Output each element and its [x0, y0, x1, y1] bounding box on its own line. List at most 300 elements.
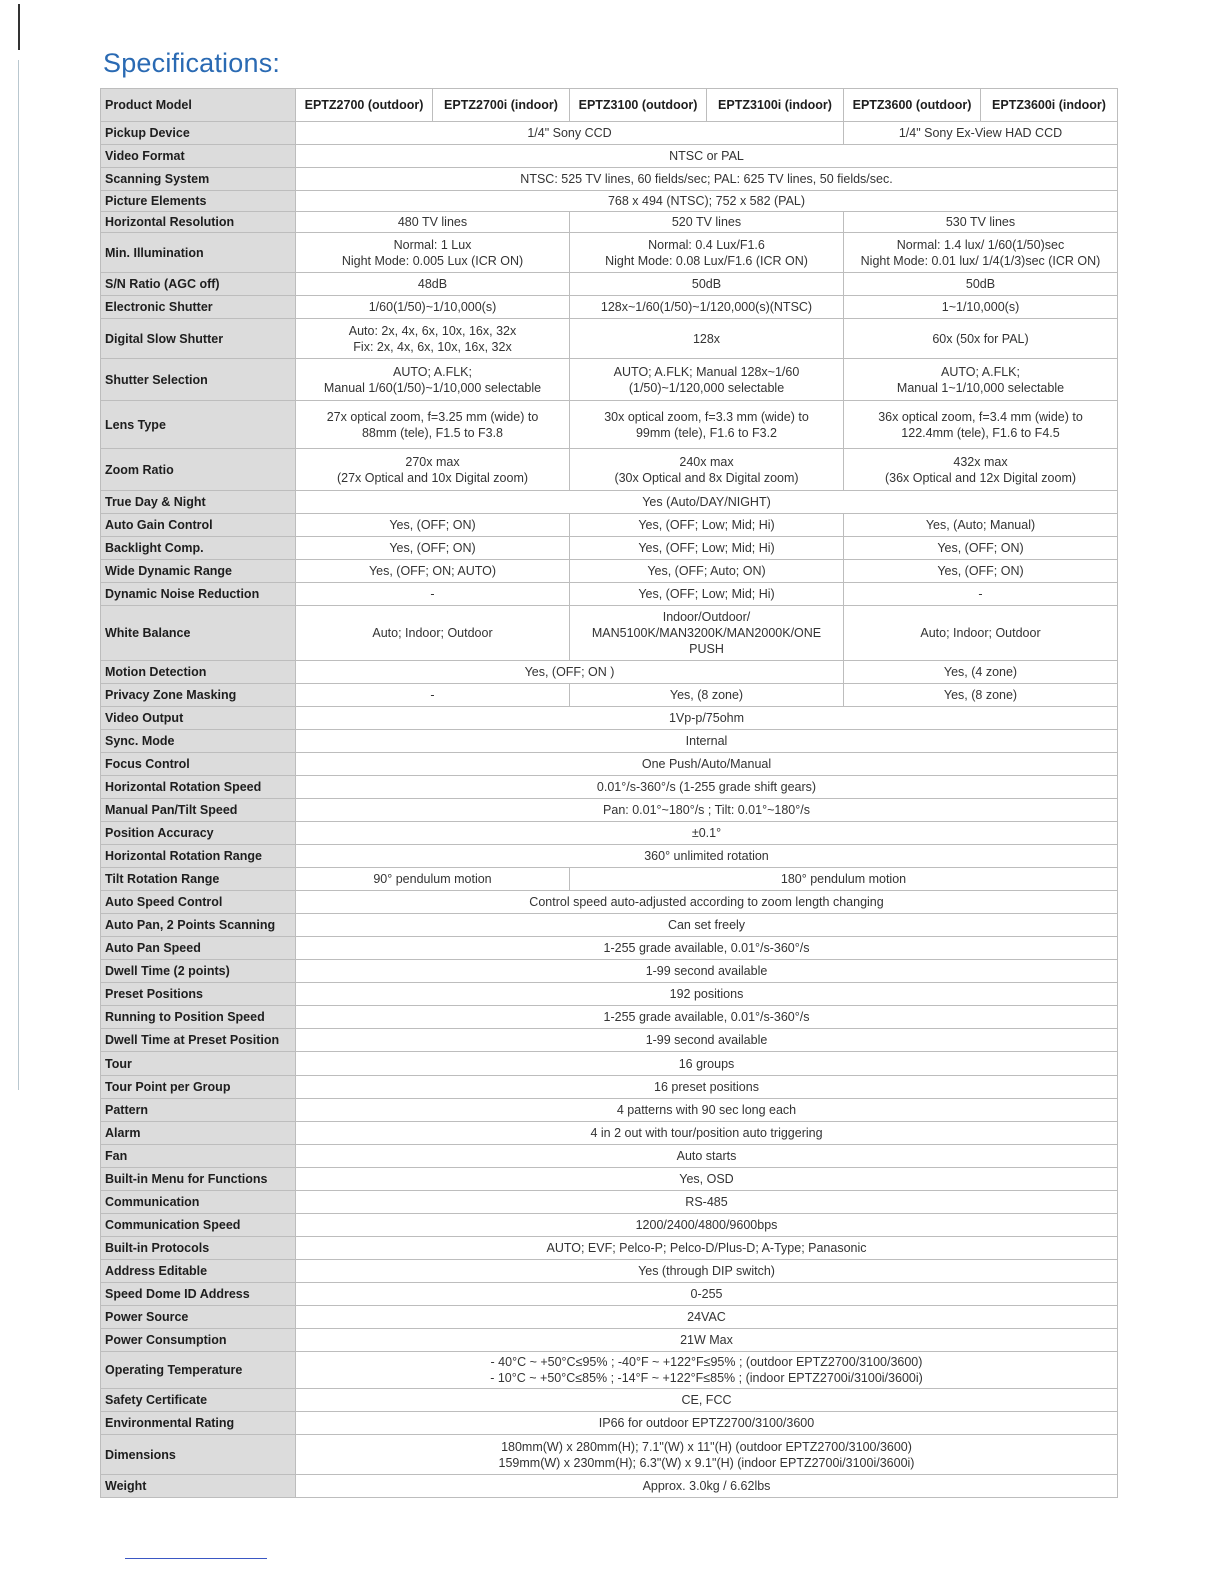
spec-value [844, 212, 1118, 233]
spec-value-line: 16 preset positions [654, 1080, 759, 1094]
spec-value [296, 560, 570, 583]
spec-row [101, 937, 1118, 960]
spec-label: Auto Pan, 2 Points Scanning [101, 914, 296, 937]
spec-label: Sync. Mode [101, 730, 296, 753]
spec-row [101, 1052, 1118, 1076]
spec-row [101, 822, 1118, 845]
spec-value [844, 684, 1118, 707]
spec-value-line: 432x max [953, 454, 1008, 469]
spec-value [296, 537, 570, 560]
spec-value [844, 514, 1118, 537]
spec-label: Privacy Zone Masking [101, 684, 296, 707]
spec-value-line: Night Mode: 0.08 Lux/F1.6 (ICR ON) [605, 253, 808, 268]
spec-value [844, 273, 1118, 296]
spec-value [296, 168, 1118, 191]
spec-value [296, 145, 1118, 168]
table-header-row [101, 89, 1118, 122]
spec-label: Alarm [101, 1122, 296, 1145]
spec-row [101, 799, 1118, 822]
spec-value-line: NTSC: 525 TV lines, 60 fields/sec; PAL: 625 TV lines, 50 fields/sec. [520, 172, 893, 186]
spec-row [101, 296, 1118, 319]
spec-value [296, 1029, 1118, 1052]
spec-value [570, 560, 844, 583]
spec-value [844, 537, 1118, 560]
spec-row [101, 730, 1118, 753]
spec-row [101, 583, 1118, 606]
spec-value [844, 401, 1118, 449]
spec-value-line: 192 positions [669, 987, 744, 1001]
spec-row [101, 1329, 1118, 1352]
spec-row [101, 983, 1118, 1006]
spec-row [101, 1260, 1118, 1283]
spec-value [844, 560, 1118, 583]
spec-label: Weight [101, 1475, 296, 1498]
spec-row [101, 168, 1118, 191]
spec-value-line: Yes (through DIP switch) [638, 1264, 775, 1278]
spec-row [101, 1283, 1118, 1306]
spec-value-line: 16 groups [678, 1056, 735, 1071]
spec-value-line: AUTO; A.FLK; [393, 364, 472, 379]
spec-value [844, 359, 1118, 401]
spec-value-line: Yes, (OFF; Low; Mid; Hi) [638, 587, 775, 601]
spec-label: Video Format [101, 145, 296, 168]
spec-label: Built-in Menu for Functions [101, 1168, 296, 1191]
spec-value-line: CE, FCC [681, 1393, 732, 1407]
spec-label: Preset Positions [101, 983, 296, 1006]
spec-value [844, 583, 1118, 606]
spec-label: Tour [101, 1052, 296, 1076]
spec-value [296, 273, 570, 296]
spec-value-line: 360° unlimited rotation [644, 849, 769, 863]
spec-value-line: Fix: 2x, 4x, 6x, 10x, 16x, 32x [353, 339, 512, 354]
spec-label: Dwell Time (2 points) [101, 960, 296, 983]
spec-row [101, 1145, 1118, 1168]
spec-value [296, 1191, 1118, 1214]
spec-label: Built-in Protocols [101, 1237, 296, 1260]
spec-value-line: IP66 for outdoor EPTZ2700/3100/3600 [598, 1416, 815, 1430]
spec-value [570, 233, 844, 273]
spec-value [296, 233, 570, 273]
spec-value [296, 1389, 1118, 1412]
spec-value-line: - 40°C ~ +50°C≤95% ; -40°F ~ +122°F≤95% ; (outdoor EPTZ2700/3100/3600) [490, 1355, 923, 1369]
spec-value-line: 21W Max [680, 1333, 733, 1347]
spec-row [101, 191, 1118, 212]
spec-value [296, 401, 570, 449]
spec-value-line: 1-255 grade available, 0.01°/s-360°/s [603, 941, 810, 955]
spec-row [101, 212, 1118, 233]
spec-value-line: Yes, OSD [679, 1172, 734, 1186]
spec-value-line: (27x Optical and 10x Digital zoom) [336, 470, 529, 485]
spec-value [296, 1260, 1118, 1283]
spec-label: S/N Ratio (AGC off) [101, 273, 296, 296]
spec-value-line: 4 in 2 out with tour/position auto triggering [590, 1126, 823, 1140]
spec-row [101, 319, 1118, 359]
spec-value [296, 1099, 1118, 1122]
spec-table [100, 88, 1118, 1498]
spec-value-line: 0.01°/s-360°/s (1-255 grade shift gears) [596, 780, 817, 794]
spec-value-line: (30x Optical and 8x Digital zoom) [614, 470, 799, 485]
spec-row [101, 1435, 1118, 1475]
spec-value-line: Indoor/Outdoor/ [662, 610, 751, 624]
spec-value [296, 776, 1118, 799]
spec-value [296, 1352, 1118, 1389]
spec-value-line: 24VAC [687, 1310, 726, 1324]
spec-label: Horizontal Resolution [101, 212, 296, 233]
model-name: EPTZ3100i (indoor) [707, 89, 844, 122]
spec-value [296, 491, 1118, 514]
spec-value [296, 1052, 1118, 1076]
spec-value [296, 661, 844, 684]
spec-value [570, 583, 844, 606]
spec-value-line: Yes, (OFF; ON) [937, 564, 1024, 578]
spec-value-line: Normal: 0.4 Lux/F1.6 [648, 237, 765, 252]
spec-label: Video Output [101, 707, 296, 730]
spec-value-line: Approx. 3.0kg / 6.62lbs [642, 1479, 771, 1493]
spec-row [101, 537, 1118, 560]
spec-value [296, 1306, 1118, 1329]
spec-value-line: 768 x 494 (NTSC); 752 x 582 (PAL) [607, 194, 806, 208]
spec-row [101, 1412, 1118, 1435]
spec-value [296, 753, 1118, 776]
spec-value-line: Can set freely [667, 918, 746, 932]
spec-value-line: 159mm(W) x 230mm(H); 6.3"(W) x 9.1"(H) (indoor EPTZ2700i/3100i/3600i) [498, 1455, 915, 1470]
spec-row [101, 359, 1118, 401]
spec-value [570, 212, 844, 233]
spec-value [296, 983, 1118, 1006]
spec-value [570, 401, 844, 449]
spec-value-line: Internal [685, 734, 728, 748]
spec-value-line: 50dB [691, 277, 722, 291]
spec-label: Power Source [101, 1306, 296, 1329]
spec-value-line: Yes, (OFF; Auto; ON) [647, 564, 766, 578]
spec-row [101, 1029, 1118, 1052]
spec-label: Picture Elements [101, 191, 296, 212]
spec-value-line: Yes, (OFF; ON) [389, 541, 476, 555]
spec-value-line: RS-485 [685, 1195, 728, 1209]
spec-value-line: Yes, (OFF; ON) [937, 541, 1024, 555]
spec-label: Horizontal Rotation Speed [101, 776, 296, 799]
spec-value-line: 99mm (tele), F1.6 to F3.2 [635, 425, 778, 440]
spec-value-line: Control speed auto-adjusted according to zoom length changing [529, 895, 884, 909]
spec-value-line: Yes, (OFF; ON; AUTO) [368, 564, 497, 578]
spec-row [101, 145, 1118, 168]
spec-value [844, 661, 1118, 684]
spec-value [570, 684, 844, 707]
spec-value [296, 891, 1118, 914]
spec-value-line: 520 TV lines [671, 215, 742, 229]
spec-value [296, 1237, 1118, 1260]
spec-label: Pattern [101, 1099, 296, 1122]
spec-label: Auto Gain Control [101, 514, 296, 537]
spec-value-line: - [978, 587, 983, 601]
spec-row [101, 273, 1118, 296]
spec-label: Horizontal Rotation Range [101, 845, 296, 868]
spec-value [296, 1329, 1118, 1352]
spec-value [296, 606, 570, 661]
spec-label: Auto Pan Speed [101, 937, 296, 960]
spec-value [570, 319, 844, 359]
spec-row [101, 491, 1118, 514]
spec-label: Manual Pan/Tilt Speed [101, 799, 296, 822]
spec-row [101, 449, 1118, 491]
spec-value [296, 1122, 1118, 1145]
spec-value-line: Yes, (8 zone) [669, 688, 744, 702]
spec-label: Electronic Shutter [101, 296, 296, 319]
spec-label: Communication Speed [101, 1214, 296, 1237]
spec-value [296, 296, 570, 319]
spec-label: Environmental Rating [101, 1412, 296, 1435]
spec-label: Lens Type [101, 401, 296, 449]
spec-row [101, 1237, 1118, 1260]
spec-value [296, 359, 570, 401]
header-label: Product Model [101, 89, 296, 122]
spec-value [570, 273, 844, 296]
model-name: EPTZ2700 (outdoor) [296, 89, 433, 122]
spec-row [101, 753, 1118, 776]
page-edge-line [18, 4, 20, 50]
spec-value-line: Auto: 2x, 4x, 6x, 10x, 16x, 32x [348, 323, 517, 338]
spec-value-line: 480 TV lines [397, 215, 468, 229]
spec-value-line: Yes, (OFF; Low; Mid; Hi) [638, 518, 775, 532]
spec-value [296, 730, 1118, 753]
page-edge-line [18, 60, 19, 1090]
spec-row [101, 233, 1118, 273]
model-name: EPTZ2700i (indoor) [433, 89, 570, 122]
spec-value [844, 319, 1118, 359]
spec-value-line: Auto; Indoor; Outdoor [372, 626, 493, 640]
spec-row [101, 1076, 1118, 1099]
spec-value [570, 449, 844, 491]
spec-label: True Day & Night [101, 491, 296, 514]
spec-label: Dwell Time at Preset Position [101, 1029, 296, 1052]
spec-label: Motion Detection [101, 661, 296, 684]
spec-row [101, 1099, 1118, 1122]
spec-value-line: Yes, (OFF; ON) [389, 518, 476, 532]
spec-value [296, 122, 844, 145]
spec-label: Communication [101, 1191, 296, 1214]
spec-label: Power Consumption [101, 1329, 296, 1352]
spec-value-line: 1/4" Sony CCD [527, 126, 612, 140]
spec-value [296, 1435, 1118, 1475]
spec-label: Zoom Ratio [101, 449, 296, 491]
spec-value [296, 684, 570, 707]
spec-value-line: 50dB [965, 277, 996, 291]
spec-row [101, 1191, 1118, 1214]
spec-value-line: 36x optical zoom, f=3.4 mm (wide) to [878, 409, 1083, 424]
spec-label: Fan [101, 1145, 296, 1168]
spec-value [296, 1412, 1118, 1435]
spec-row [101, 684, 1118, 707]
spec-value [296, 191, 1118, 212]
spec-row [101, 514, 1118, 537]
spec-row [101, 707, 1118, 730]
spec-value [296, 914, 1118, 937]
spec-label: Address Editable [101, 1260, 296, 1283]
spec-value-line: Yes, (OFF; ON ) [524, 665, 615, 679]
spec-value-line: AUTO; A.FLK; [941, 364, 1020, 379]
spec-value-line: 88mm (tele), F1.5 to F3.8 [361, 425, 504, 440]
spec-value [844, 449, 1118, 491]
spec-label: Tilt Rotation Range [101, 868, 296, 891]
spec-row [101, 1122, 1118, 1145]
spec-row [101, 1306, 1118, 1329]
spec-value-line: 240x max [679, 454, 734, 469]
spec-label: Scanning System [101, 168, 296, 191]
spec-row [101, 1006, 1118, 1029]
spec-label: Speed Dome ID Address [101, 1283, 296, 1306]
spec-value-line: 122.4mm (tele), F1.6 to F4.5 [901, 425, 1060, 440]
spec-value-line: AUTO; A.FLK; Manual 128x~1/60 [613, 364, 800, 379]
spec-value-line: 1Vp-p/75ohm [668, 711, 745, 725]
spec-row [101, 868, 1118, 891]
spec-value-line: - [430, 688, 435, 702]
spec-value-line: 90° pendulum motion [373, 872, 492, 886]
spec-value [296, 319, 570, 359]
spec-value-line: 1-99 second available [645, 964, 768, 978]
spec-label: Auto Speed Control [101, 891, 296, 914]
model-name: EPTZ3600 (outdoor) [844, 89, 981, 122]
spec-row [101, 1214, 1118, 1237]
spec-value-line: Manual 1/60(1/50)~1/10,000 selectable [323, 380, 542, 395]
spec-value-line: Normal: 1 Lux [393, 237, 472, 252]
spec-label: Operating Temperature [101, 1352, 296, 1389]
spec-row [101, 1389, 1118, 1412]
spec-value [296, 1475, 1118, 1498]
spec-value [296, 1076, 1118, 1099]
spec-value [844, 233, 1118, 273]
spec-value-line: Yes (Auto/DAY/NIGHT) [642, 495, 771, 509]
spec-row [101, 845, 1118, 868]
spec-value [296, 937, 1118, 960]
spec-value-line: 270x max [405, 454, 460, 469]
spec-label: Tour Point per Group [101, 1076, 296, 1099]
spec-value-line: Auto; Indoor; Outdoor [920, 626, 1041, 640]
spec-value [296, 449, 570, 491]
spec-row [101, 1352, 1118, 1389]
spec-row [101, 401, 1118, 449]
spec-value [296, 1283, 1118, 1306]
spec-value-line: Yes, (8 zone) [943, 688, 1018, 702]
spec-value [570, 537, 844, 560]
spec-value-line: 0-255 [690, 1287, 723, 1301]
spec-value-line: (1/50)~1/120,000 selectable [628, 380, 785, 395]
spec-value-line: 1-99 second available [645, 1033, 768, 1047]
spec-label: Running to Position Speed [101, 1006, 296, 1029]
spec-label: Shutter Selection [101, 359, 296, 401]
spec-label: Focus Control [101, 753, 296, 776]
spec-value-line: 180mm(W) x 280mm(H); 7.1"(W) x 11"(H) (outdoor EPTZ2700/3100/3600) [501, 1439, 912, 1454]
spec-value-line: One Push/Auto/Manual [641, 757, 772, 771]
spec-value-line: 1/4" Sony Ex-View HAD CCD [898, 126, 1063, 140]
spec-value-line: 128x [692, 331, 721, 346]
spec-row [101, 122, 1118, 145]
spec-value-line: 60x (50x for PAL) [932, 331, 1029, 346]
spec-value-line: Normal: 1.4 lux/ 1/60(1/50)sec [896, 237, 1065, 252]
spec-value-line: Auto starts [676, 1149, 737, 1163]
spec-value-line: 48dB [417, 277, 448, 291]
spec-value-line: 530 TV lines [945, 215, 1016, 229]
spec-row [101, 960, 1118, 983]
spec-label: Min. Illumination [101, 233, 296, 273]
spec-value-line: 30x optical zoom, f=3.3 mm (wide) to [604, 409, 809, 424]
spec-label: Pickup Device [101, 122, 296, 145]
spec-label: Safety Certificate [101, 1389, 296, 1412]
spec-row [101, 776, 1118, 799]
spec-row [101, 661, 1118, 684]
spec-value [570, 296, 844, 319]
spec-value-line: - 10°C ~ +50°C≤85% ; -14°F ~ +122°F≤85% ; (indoor EPTZ2700i/3100i/3600i) [490, 1371, 923, 1385]
spec-table-body [101, 89, 1118, 1498]
spec-value-line: 1-255 grade available, 0.01°/s-360°/s [603, 1010, 810, 1024]
spec-value [296, 514, 570, 537]
spec-value [570, 359, 844, 401]
spec-row [101, 891, 1118, 914]
spec-value-line: (36x Optical and 12x Digital zoom) [884, 470, 1077, 485]
spec-value [296, 212, 570, 233]
spec-row [101, 606, 1118, 661]
spec-label: Dynamic Noise Reduction [101, 583, 296, 606]
spec-value [844, 296, 1118, 319]
spec-value [844, 606, 1118, 661]
spec-value-line: Yes, (4 zone) [943, 665, 1018, 679]
spec-value-line: Pan: 0.01°~180°/s ; Tilt: 0.01°~180°/s [603, 803, 810, 817]
spec-label: Digital Slow Shutter [101, 319, 296, 359]
spec-value-line: NTSC or PAL [669, 149, 744, 163]
spec-value [296, 868, 570, 891]
spec-value-line: Night Mode: 0.01 lux/ 1/4(1/3)sec (ICR ON) [860, 253, 1101, 268]
spec-value-line: 1~1/10,000(s) [941, 300, 1020, 314]
footer-link-underline [125, 1558, 267, 1559]
spec-label: White Balance [101, 606, 296, 661]
spec-value [296, 845, 1118, 868]
spec-value-line: 27x optical zoom, f=3.25 mm (wide) to [326, 409, 539, 424]
spec-value [570, 868, 1118, 891]
spec-value-line: 4 patterns with 90 sec long each [616, 1103, 797, 1117]
spec-row [101, 914, 1118, 937]
spec-label: Dimensions [101, 1435, 296, 1475]
spec-value [296, 583, 570, 606]
model-name: EPTZ3100 (outdoor) [570, 89, 707, 122]
spec-row [101, 1168, 1118, 1191]
spec-value-line: 128x~1/60(1/50)~1/120,000(s)(NTSC) [600, 300, 813, 314]
spec-label: Backlight Comp. [101, 537, 296, 560]
spec-value-line: 1/60(1/50)~1/10,000(s) [368, 300, 497, 314]
spec-value [296, 822, 1118, 845]
spec-value-line: 180° pendulum motion [780, 872, 907, 886]
spec-value [296, 1006, 1118, 1029]
spec-value-line: Yes, (Auto; Manual) [925, 518, 1036, 532]
spec-value [570, 514, 844, 537]
spec-value [296, 1145, 1118, 1168]
spec-value-line: ±0.1° [691, 826, 722, 840]
page-title: Specifications: [103, 48, 281, 78]
spec-value [296, 1214, 1118, 1237]
spec-value [844, 122, 1118, 145]
spec-label: Wide Dynamic Range [101, 560, 296, 583]
spec-value-line: Manual 1~1/10,000 selectable [896, 380, 1065, 395]
spec-value-line: AUTO; EVF; Pelco-P; Pelco-D/Plus-D; A-Type; Panasonic [546, 1241, 867, 1255]
spec-value-line: - [430, 587, 435, 601]
spec-value-line: MAN5100K/MAN3200K/MAN2000K/ONE PUSH [591, 626, 822, 656]
spec-value-line: Yes, (OFF; Low; Mid; Hi) [638, 541, 775, 555]
spec-value [296, 799, 1118, 822]
spec-row [101, 560, 1118, 583]
spec-value [570, 606, 844, 661]
spec-value-line: Night Mode: 0.005 Lux (ICR ON) [341, 253, 524, 268]
spec-value-line: 1200/2400/4800/9600bps [635, 1218, 778, 1232]
spec-label: Position Accuracy [101, 822, 296, 845]
model-name: EPTZ3600i (indoor) [981, 89, 1118, 122]
